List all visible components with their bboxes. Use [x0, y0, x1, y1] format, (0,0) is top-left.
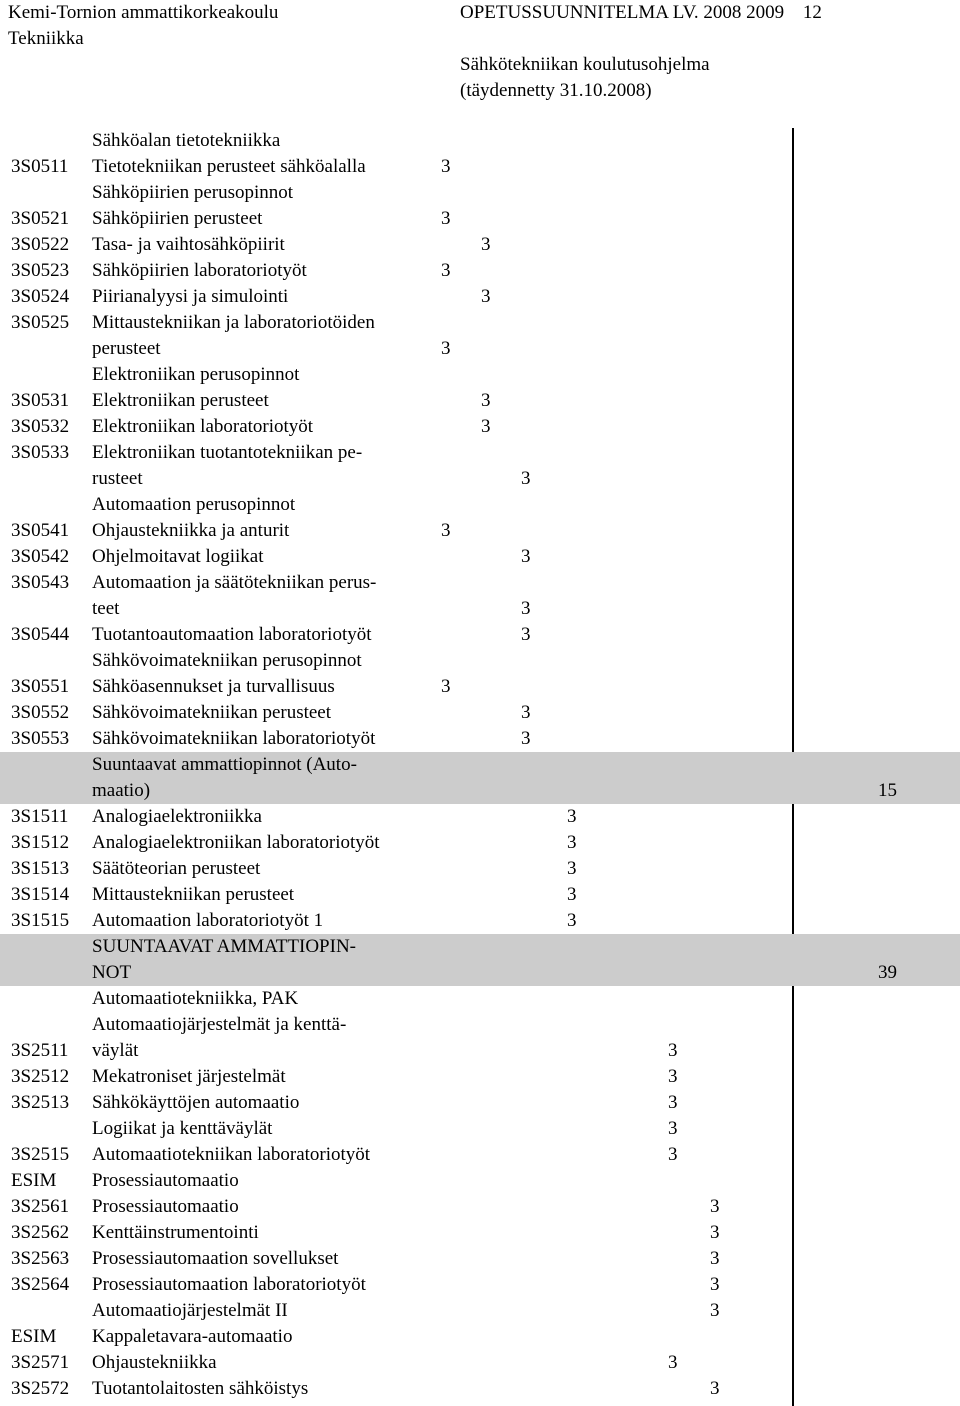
course-name: Automaatiotekniikka, PAK — [92, 988, 299, 1009]
institution-name: Kemi-Tornion ammattikorkeakoulu — [8, 2, 279, 23]
course-row — [0, 908, 960, 934]
course-name: Sähkövoimatekniikan perusopinnot — [92, 650, 362, 671]
credit-value: 3 — [521, 702, 531, 723]
course-row — [0, 1298, 960, 1324]
course-name: Elektroniikan perusteet — [92, 390, 269, 411]
credit-value: 3 — [567, 806, 577, 827]
course-name: Automaation ja säätötekniikan perus- — [92, 572, 377, 593]
course-name: väylät — [92, 1040, 139, 1061]
header-right — [460, 0, 822, 104]
course-code: 3S0542 — [11, 546, 70, 567]
course-code: ESIM — [11, 1326, 57, 1347]
course-row — [0, 1376, 960, 1402]
course-row — [0, 128, 960, 154]
course-name: Säätöteorian perusteet — [92, 858, 261, 879]
course-code: 3S0524 — [11, 286, 70, 307]
credit-value: 3 — [710, 1274, 720, 1295]
course-name: perusteet — [92, 338, 161, 359]
course-code: 3S2562 — [11, 1222, 70, 1243]
credit-value: 3 — [567, 910, 577, 931]
credit-value: 3 — [481, 234, 491, 255]
course-row — [0, 206, 960, 232]
course-row — [0, 804, 960, 830]
course-name: NOT — [92, 962, 132, 983]
course-code: 3S0551 — [11, 676, 70, 697]
course-name: Elektroniikan tuotantotekniikan pe- — [92, 442, 363, 463]
credit-value: 3 — [521, 546, 531, 567]
course-row — [0, 1194, 960, 1220]
course-name: Sähköpiirien perusteet — [92, 208, 263, 229]
course-name: Sähkökäyttöjen automaatio — [92, 1092, 300, 1113]
course-code: 3S1511 — [11, 806, 69, 827]
course-name: Automaation perusopinnot — [92, 494, 296, 515]
course-row — [0, 674, 960, 700]
credit-value: 3 — [481, 390, 491, 411]
course-code: 3S2563 — [11, 1248, 70, 1269]
course-row — [0, 310, 960, 336]
course-row — [0, 1012, 960, 1038]
credit-value: 3 — [521, 598, 531, 619]
course-row — [0, 648, 960, 674]
course-code: ESIM — [11, 1170, 57, 1191]
course-row — [0, 1168, 960, 1194]
course-row — [0, 570, 960, 596]
course-name: Elektroniikan perusopinnot — [92, 364, 300, 385]
course-code: 3S0553 — [11, 728, 70, 749]
credit-value: 3 — [441, 520, 451, 541]
credit-value: 3 — [441, 338, 451, 359]
doc-title: OPETUSSUUNNITELMA LV. 2008 2009 — [460, 2, 785, 23]
course-name: Tasa- ja vaihtosähköpiirit — [92, 234, 285, 255]
course-code: 3S2511 — [11, 1040, 69, 1061]
course-row — [0, 492, 960, 518]
course-row — [0, 1064, 960, 1090]
credit-value: 3 — [710, 1196, 720, 1217]
course-row — [0, 180, 960, 206]
course-code: 3S1512 — [11, 832, 70, 853]
course-name: maatio) — [92, 780, 151, 801]
course-row — [0, 882, 960, 908]
course-code: 3S0533 — [11, 442, 70, 463]
credit-value: 39 — [878, 962, 897, 983]
course-name: Sähköpiirien perusopinnot — [92, 182, 294, 203]
credit-value: 3 — [567, 832, 577, 853]
course-row — [0, 362, 960, 388]
course-name: Kenttäinstrumentointi — [92, 1222, 259, 1243]
course-name: Suuntaavat ammattiopinnot (Auto- — [92, 754, 357, 775]
course-name: Logiikat ja kenttäväylät — [92, 1118, 273, 1139]
credit-value: 3 — [668, 1040, 678, 1061]
course-row — [0, 284, 960, 310]
course-row — [0, 466, 960, 492]
credit-value: 15 — [878, 780, 897, 801]
course-name: Ohjelmoitavat logiikat — [92, 546, 264, 567]
course-name: Tuotantolaitosten sähköistys — [92, 1378, 309, 1399]
course-code: 3S2561 — [11, 1196, 70, 1217]
course-name: Analogiaelektroniikka — [92, 806, 262, 827]
course-row — [0, 856, 960, 882]
course-name: Mittaustekniikan perusteet — [92, 884, 295, 905]
course-name: Sähköasennukset ja turvallisuus — [92, 676, 335, 697]
course-row — [0, 258, 960, 284]
credit-value: 3 — [441, 208, 451, 229]
credit-value: 3 — [710, 1222, 720, 1243]
credit-value: 3 — [668, 1118, 678, 1139]
course-row — [0, 1142, 960, 1168]
course-name: Prosessiautomaation sovellukset — [92, 1248, 339, 1269]
course-code: 3S1514 — [11, 884, 70, 905]
course-code: 3S0521 — [11, 208, 70, 229]
credit-value: 3 — [441, 156, 451, 177]
credit-value: 3 — [521, 728, 531, 749]
course-row — [0, 1116, 960, 1142]
course-code: 3S0511 — [11, 156, 69, 177]
course-name: Sähkövoimatekniikan laboratoriotyöt — [92, 728, 376, 749]
course-code: 3S0541 — [11, 520, 70, 541]
credit-value: 3 — [521, 468, 531, 489]
course-row — [0, 154, 960, 180]
course-name: Sähköpiirien laboratoriotyöt — [92, 260, 307, 281]
course-code: 3S2513 — [11, 1092, 70, 1113]
credit-value: 3 — [441, 260, 451, 281]
course-code: 3S0552 — [11, 702, 70, 723]
credit-value: 3 — [481, 416, 491, 437]
credit-value: 3 — [567, 884, 577, 905]
course-code: 3S0525 — [11, 312, 70, 333]
course-row — [0, 414, 960, 440]
section-total-row — [0, 778, 960, 804]
faculty-name: Tekniikka — [8, 28, 84, 49]
header-left — [8, 0, 278, 52]
course-row — [0, 596, 960, 622]
course-name: Automaatiotekniikan laboratoriotyöt — [92, 1144, 371, 1165]
course-row — [0, 1272, 960, 1298]
course-code: 3S2512 — [11, 1066, 70, 1087]
update-note: (täydennetty 31.10.2008) — [460, 80, 652, 101]
credit-value: 3 — [668, 1352, 678, 1373]
course-name: Prosessiautomaatio — [92, 1196, 239, 1217]
course-name: teet — [92, 598, 120, 619]
course-row — [0, 544, 960, 570]
course-name: Automaation laboratoriotyöt 1 — [92, 910, 324, 931]
course-code: 3S1513 — [11, 858, 70, 879]
course-name: Analogiaelektroniikan laboratoriotyöt — [92, 832, 380, 853]
course-row — [0, 830, 960, 856]
course-row — [0, 440, 960, 466]
section-total-row — [0, 960, 960, 986]
course-code: 3S2572 — [11, 1378, 70, 1399]
course-code: 3S0543 — [11, 572, 70, 593]
curriculum-table — [0, 128, 960, 1402]
course-row — [0, 232, 960, 258]
course-name: Tuotantoautomaation laboratoriotyöt — [92, 624, 372, 645]
page-number: 12 — [802, 2, 822, 23]
course-row — [0, 622, 960, 648]
course-code: 3S2515 — [11, 1144, 70, 1165]
course-name: Mittaustekniikan ja laboratoriotöiden — [92, 312, 375, 333]
course-name: Automaatiojärjestelmät II — [92, 1300, 288, 1321]
course-row — [0, 1246, 960, 1272]
credit-value: 3 — [668, 1144, 678, 1165]
course-name: Piirianalyysi ja simulointi — [92, 286, 289, 307]
course-name: Prosessiautomaation laboratoriotyöt — [92, 1274, 366, 1295]
course-code: 3S2564 — [11, 1274, 70, 1295]
course-row — [0, 1324, 960, 1350]
course-name: Kappaletavara-automaatio — [92, 1326, 293, 1347]
course-row — [0, 518, 960, 544]
credit-value: 3 — [567, 858, 577, 879]
course-name: Tietotekniikan perusteet sähköalalla — [92, 156, 366, 177]
course-row — [0, 1350, 960, 1376]
course-code: 3S0531 — [11, 390, 70, 411]
programme-name: Sähkötekniikan koulutusohjelma — [460, 54, 710, 75]
header-spacer — [460, 26, 822, 52]
course-row — [0, 700, 960, 726]
course-code: 3S0544 — [11, 624, 70, 645]
credit-value: 3 — [668, 1092, 678, 1113]
course-name: Ohjaustekniikka ja anturit — [92, 520, 290, 541]
credit-value: 3 — [521, 624, 531, 645]
course-row — [0, 388, 960, 414]
credit-value: 3 — [668, 1066, 678, 1087]
course-name: Elektroniikan laboratoriotyöt — [92, 416, 314, 437]
course-name: Sähkövoimatekniikan perusteet — [92, 702, 332, 723]
course-code: 3S1515 — [11, 910, 70, 931]
credit-value: 3 — [710, 1300, 720, 1321]
course-code: 3S0522 — [11, 234, 70, 255]
course-code: 3S0532 — [11, 416, 70, 437]
course-name: Ohjaustekniikka — [92, 1352, 217, 1373]
course-row — [0, 986, 960, 1012]
course-name: SUUNTAAVAT AMMATTIOPIN- — [92, 936, 356, 957]
section-total-row — [0, 752, 960, 778]
credit-value: 3 — [710, 1248, 720, 1269]
credit-value: 3 — [481, 286, 491, 307]
course-row — [0, 1038, 960, 1064]
course-code: 3S2571 — [11, 1352, 70, 1373]
credit-value: 3 — [441, 676, 451, 697]
doc-title-line — [460, 0, 822, 26]
course-name: rusteet — [92, 468, 143, 489]
course-row — [0, 336, 960, 362]
course-row — [0, 1220, 960, 1246]
credit-value: 3 — [710, 1378, 720, 1399]
course-row — [0, 1090, 960, 1116]
course-code: 3S0523 — [11, 260, 70, 281]
course-name: Prosessiautomaatio — [92, 1170, 239, 1191]
course-row — [0, 726, 960, 752]
course-name: Automaatiojärjestelmät ja kenttä- — [92, 1014, 347, 1035]
course-name: Sähköalan tietotekniikka — [92, 130, 281, 151]
course-name: Mekatroniset järjestelmät — [92, 1066, 286, 1087]
section-total-row — [0, 934, 960, 960]
